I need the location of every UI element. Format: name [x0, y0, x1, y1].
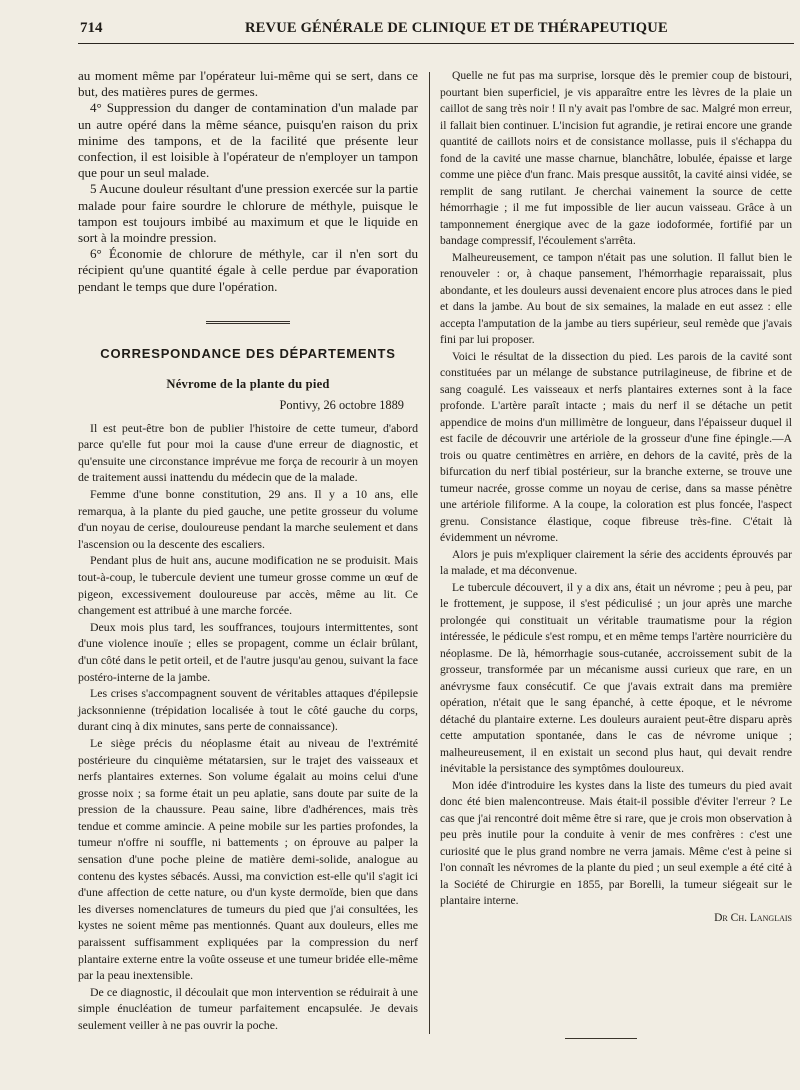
end-rule: [565, 1038, 637, 1039]
section-separator: [206, 321, 290, 324]
header-rule: [78, 43, 794, 44]
article-title: Névrome de la plante du pied: [166, 377, 330, 392]
left-column: [78, 68, 418, 1034]
dateline: Pontivy, 26 octobre 1889: [279, 398, 404, 413]
paragraph: Femme d'une bonne constitution, 29 ans. Il y a 10 ans, elle remarqua, à la plante du pied gauche, une petite grosseur du volume d'un noyau de cerise, douloureuse pendant la marche seulement et dans l'ascension ou la descente des escaliers.: [78, 487, 418, 551]
paragraph: Il est peut-être bon de publier l'histoire de cette tumeur, d'abord parce qu'elle fut pour moi la cause d'une erreur de diagnostic, et qu'ensuite une circonstance imprévue me força de recourir à un moyen de traitement aussi inattendu du médecin que de la malade.: [78, 420, 418, 485]
paragraph: 4° Suppression du danger de contamination d'un malade par un autre opéré dans la même séance, puisqu'en raison du prix minime des tampons, et de la facilité que présente leur confection, il est loisible à l'opérateur de n'employer un tampon que pour un seul malade.: [78, 100, 418, 181]
paragraph: Voici le résultat de la dissection du pied. Les parois de la cavité sont constituées par un mélange de substance putrilagineuse, de fibrine et de sang coagulé. Les vaisseaux et nerfs plantaires externes sont à la face profonde. L'artère paraît intacte ; mais du nerf il se détache un petit appendice de moins d'un millimètre de longueur, dans l'épaisseur duquel il est facile de découvrir une artériole de la grosseur d'une fine épingle.—A trois ou quatre centimètres en arrière, en dehors de la cavité, près de la bifurcation du nerf tibial postérieur, sur la branche externe, se trouve une tumeur nacrée, grosse comme un noyau de cerise, dans sa masse pénètre une artériole filiforme. A la coupe, la coloration est plus foncée, l'aspect grenu. Consistance élastique, coque fibreuse très-fine. C'était là évidemment un névrome.: [440, 349, 792, 544]
paragraph: De ce diagnostic, il découlait que mon intervention se réduirait à une simple énucléation de tumeur parfaitement encapsulée. Je devais seulement veiller à ne pas ouvrir la poche.: [78, 984, 418, 1032]
right-column: [440, 68, 792, 926]
paragraph: Deux mois plus tard, les souffrances, toujours intermittentes, sont d'une violence inouïe ; elles se propagent, comme un éclair brûlant, d'un côté dans le petit orteil, et de l'autre jusqu'au genou, suivant la face postéro-interne de la jambe.: [78, 619, 418, 684]
previous-article-ending: [78, 68, 418, 295]
paragraph: 5 Aucune douleur résultant d'une pression exercée sur la partie malade pour faire sourdre le chlorure de méthyle, puisque le tampon est toujours imbibé au maximum et que le liquide en sort à la moindre pression.: [78, 181, 418, 246]
paragraph: Mon idée d'introduire les kystes dans la liste des tumeurs du pied avait donc été bien malencontreuse. Mais était-il possible d'éviter l'erreur ? Le cas que j'ai rencontré doit même être si rare, que je crois mon observation à peu près inutile pour la conduite à venir de mes confrères : c'est une curiosité que le plus grand nombre ne verra jamais. Même c'est à peine si l'on connaît les névromes de la plante du pied ; un seul exemple a été cité à la Société de Chirurgie en 1855, par Borelli, la tumeur siégeait sur le plantaire interne.: [440, 778, 792, 907]
paragraph: Alors je puis m'expliquer clairement la série des accidents éprouvés par la malade, et ma déconvenue.: [440, 547, 792, 577]
paragraph: Malheureusement, ce tampon n'était pas une solution. Il fallut bien le renouveler : or, à chaque pansement, l'hémorrhagie reparaissait, plus abondante, et les douleurs aussi devenaient encore plus atroces dans le pied et dans la jambe. Au bout de six semaines, la malade en eut assez : elle accepta l'amputation de la jambe au tiers supérieur, seul remède que j'avais fini par lui proposer.: [440, 250, 792, 346]
paragraph: au moment même par l'opérateur lui-même qui se sert, dans ce but, des matières pures de germes.: [78, 68, 418, 100]
signature-prefix: Dr: [714, 911, 728, 924]
paragraph: Le tubercule découvert, il y a dix ans, était un névrome ; peu à peu, par le frottement, je suppose, il s'est pédiculisé ; un jour après une marche prolongée qui constituait un véritable traumatisme pour la région intéressée, le pédicule s'est rompu, et en même temps l'artère nourricière du néoplasme. De là, hémorrhagie sous-cutanée, accroissement subit de la grosseur, transformée par un mécanisme aussi curieux que rare, en un anévrysme faux consécutif. Ce que j'avais extrait dans ma première opération, n'était que le sang épanché, à cette époque, et le névrome détaché du plantaire externe. Les douleurs auraient peut-être disparu après cette amputation spontanée, dans le cas de névrome unique ; malheureusement, il en existait un second plus haut, qui devait rendre inévitable la persistance des symptômes douloureux.: [440, 580, 792, 775]
signature: [440, 910, 792, 927]
paragraph: 6° Économie de chlorure de méthyle, car il n'en sort du récipient qu'une quantité égale à celle perdue par évaporation pendant le temps que dure l'opération.: [78, 246, 418, 294]
page-number: 714: [80, 20, 103, 36]
signature-name: Ch. Langlais: [730, 911, 792, 924]
paragraph: Pendant plus de huit ans, aucune modification ne se produisit. Mais tout-à-coup, le tubercule devient une tumeur grosse comme un œuf de pigeon, excessivement douloureuse par accès, même au lit. Ce changement est attribué à une marche forcée.: [78, 553, 418, 618]
section-title: CORRESPONDANCE DES DÉPARTEMENTS: [100, 345, 396, 361]
running-title: REVUE GÉNÉRALE DE CLINIQUE ET DE THÉRAPEUTIQUE: [245, 20, 668, 36]
column-divider: [429, 72, 430, 1034]
paragraph: Les crises s'accompagnent souvent de véritables attaques d'épilepsie jacksonnienne (trépidation localisée à tout le côté gauche du corps, durant cinq à dix minutes, sans perte de connaissance).: [78, 686, 418, 734]
paragraph: Le siège précis du néoplasme était au niveau de l'extrémité postérieure du cinquième métatarsien, sur le trajet des vaisseaux et nerfs plantaires externes. Son volume égalait au moins celui d'une grosse noix ; sa forme était un peu aplatie, sans doute par suite de la pression de la chaussure. Peau saine, libre d'adhérences, mais très tendue et comme amincie. A peine mobile sur les parties profondes, la tumeur n'offre ni souffle, ni battements ; on éprouve au palper la sensation d'une poche pleine de matière demi-solide, analogue au contenu des kystes sébacés. Aussi, ma conviction est-elle qu'il s'agit ici d'une affection de cette nature, ou d'un kyste dermoïde, bien que dans les diverses nomenclatures de tumeurs du pied que j'ai consultées, les kystes ne soient même pas mentionnés. Quant aux douleurs, elles me paraissent suffisamment expliquées par la compression du nerf plantaire externe entre la voûte osseuse et une tumeur bridée elle-même par la peau inextensible.: [78, 735, 418, 983]
paragraph: Quelle ne fut pas ma surprise, lorsque dès le premier coup de bistouri, pourtant bien superficiel, je vis apparaître entre les lèvres de la plaie un caillot de sang très noir ! Il n'y avait pas l'ombre de sac. Malgré mon erreur, il fallait bien continuer. L'incision fut agrandie, je retirai encore une grande quantité de caillots noirs et de consistance mollasse, puis il s'échappa du fond de la cavité une masse charnue, blanchâtre, lobulée, épaisse et large comme une pièce d'un franc. Mais presque aussitôt, la cavité ainsi vidée, se remplit de sang rutilant. Je cherchai vainement la source de cette hémorrhagie ; il me fut impossible de lier aucun vaisseau. Grâce à un tamponnement énergique avec de la gaze iodoformée, fortifié par un bandage compressif, l'écoulement s'arrêta.: [440, 69, 792, 247]
